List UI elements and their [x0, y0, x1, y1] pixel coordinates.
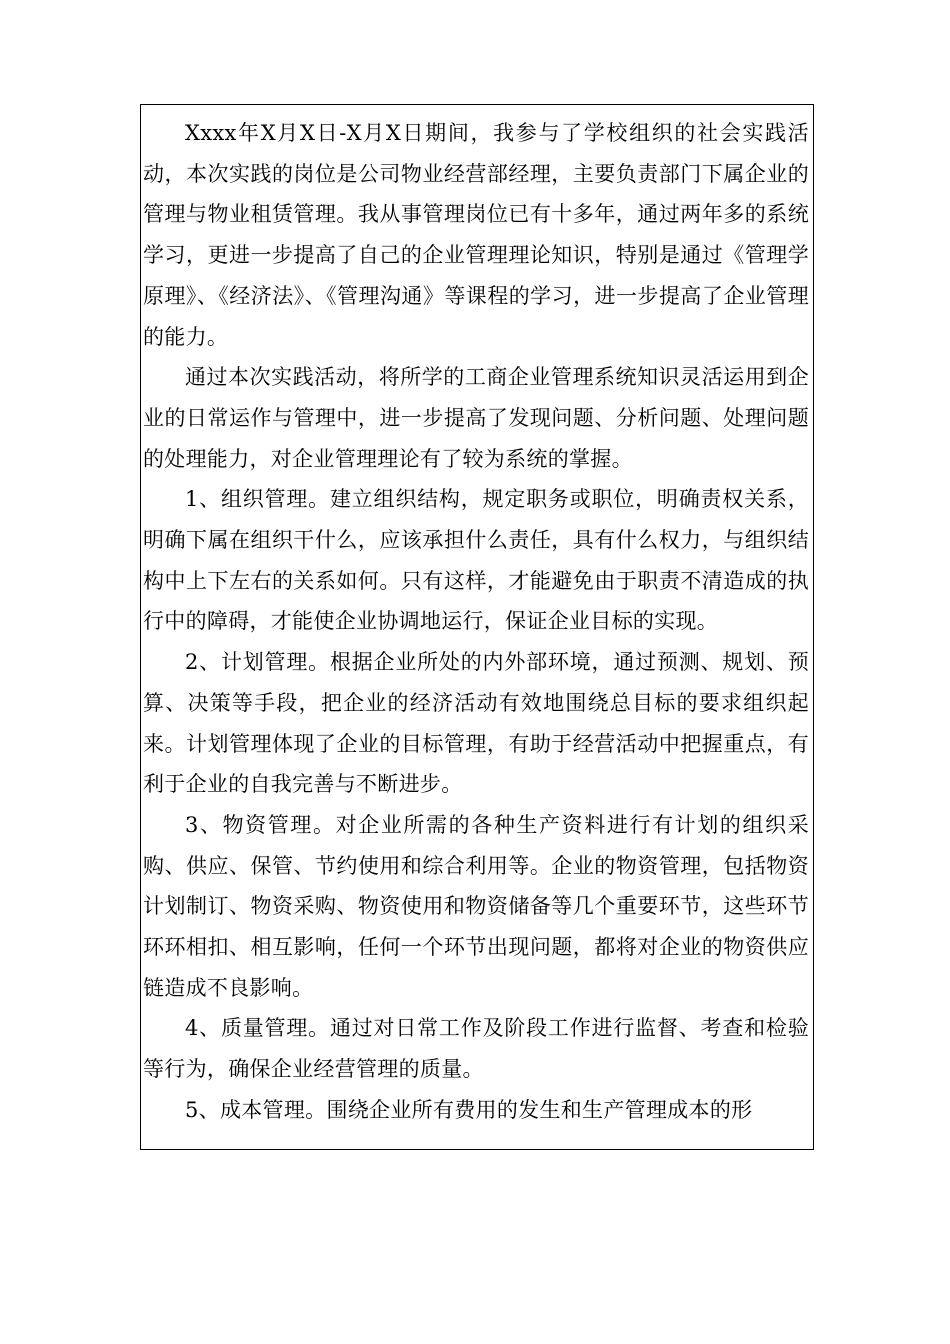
paragraph-organization-management: 1、组织管理。建立组织结构，规定职务或职位，明确责权关系，明确下属在组织干什么，应该承担什么责任，具有什么权力，与组织结构中上下左右的关系如何。只有这样，才能避免由于职责不清造成的执行中的障碍，才能使企业协调地运行，保证企业目标的实现。: [143, 487, 809, 634]
paragraph-quality-management: 4、质量管理。通过对日常工作及阶段工作进行监督、考查和检验等行为，确保企业经营管理的质量。: [143, 1016, 809, 1082]
text-frame: [140, 104, 814, 1150]
paragraph-intro: Xxxx年X月X日-X月X日期间，我参与了学校组织的社会实践活动，本次实践的岗位是公司物业经营部经理，主要负责部门下属企业的管理与物业租赁管理。我从事管理岗位已有十多年，通过两年多的系统学习，更进一步提高了自己的企业管理理论知识，特别是通过《管理学原理》、《经济法》、《管理沟通》等课程的学习，进一步提高了企业管理的能力。: [143, 121, 809, 349]
paragraph-cost-management: 5、成本管理。围绕企业所有费用的发生和生产管理成本的形: [185, 1097, 753, 1122]
paragraph-plan-management: 2、计划管理。根据企业所处的内外部环境，通过预测、规划、预算、决策等手段，把企业的经济活动有效地围绕总目标的要求组织起来。计划管理体现了企业的目标管理，有助于经营活动中把握重点，有利于企业的自我完善与不断进步。: [143, 650, 809, 797]
paragraph-material-management: 3、物资管理。对企业所需的各种生产资料进行有计划的组织采购、供应、保管、节约使用和综合利用等。企业的物资管理，包括物资计划制订、物资采购、物资使用和物资储备等几个重要环节，这些环节环环相扣、相互影响，任何一个环节出现问题，都将对企业的物资供应链造成不良影响。: [143, 812, 809, 1000]
paragraph-practice-summary: 通过本次实践活动，将所学的工商企业管理系统知识灵活运用到企业的日常运作与管理中，进一步提高了发现问题、分析问题、处理问题的处理能力，对企业管理理论有了较为系统的掌握。: [143, 365, 809, 471]
